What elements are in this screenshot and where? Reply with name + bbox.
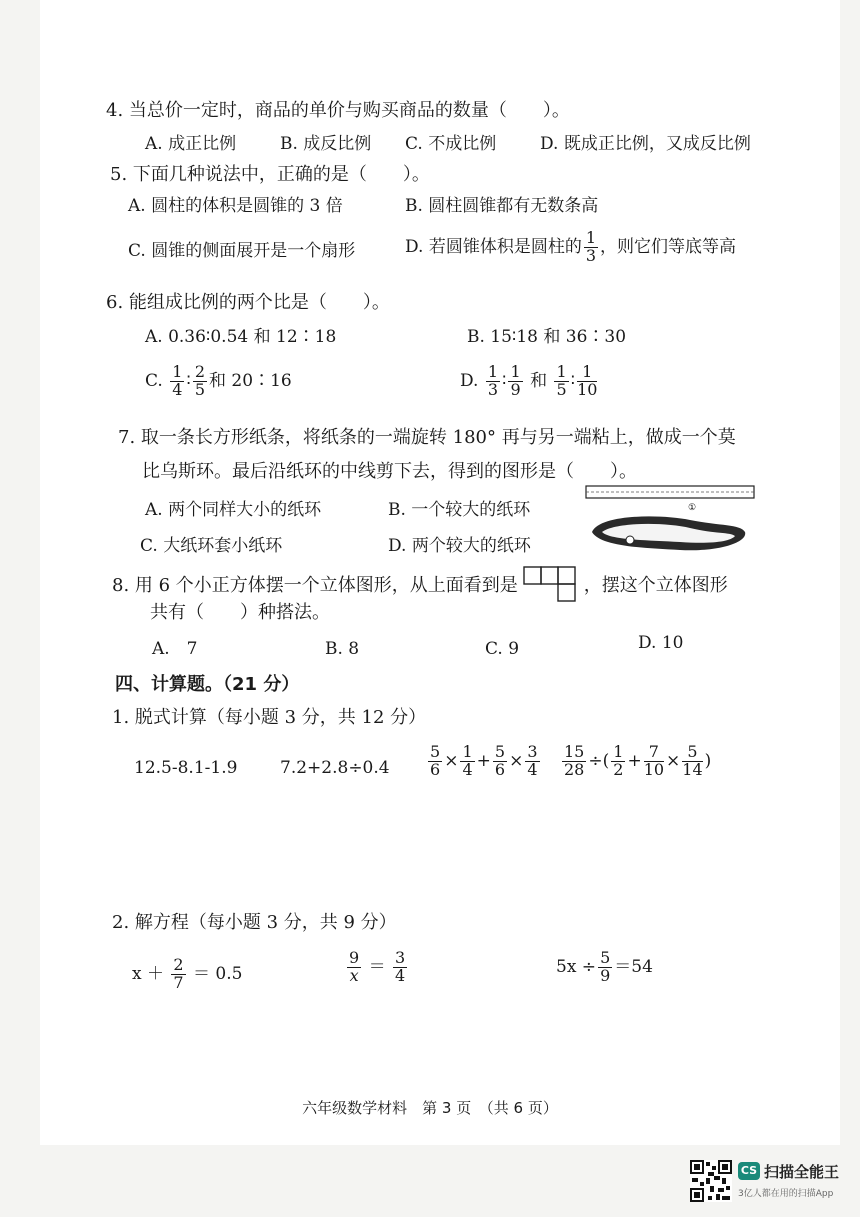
q6-option-a: A. 0.36∶0.54 和 12∶18 — [145, 327, 337, 347]
section-4-subsection-2: 2. 解方程（每小题 3 分，共 9 分） — [112, 912, 397, 933]
mobius-strip-illustration — [580, 480, 760, 560]
question-8-stem-line-2: 共有（ ）种搭法。 — [150, 602, 330, 623]
top-view-figure — [522, 565, 580, 607]
question-8-stem: 8. 用 6 个小正方体摆一个立体图形，从上面看到是 ，摆这个立体图形 — [112, 565, 728, 607]
q6-option-d: D. $\frac{1}{3}$ ∶ $\frac{1}{9}$ 和 $\frac{1}{5}$ ∶ $\frac{1}{10}$ — [460, 362, 598, 399]
question-4-stem: 4. 当总价一定时，商品的单价与购买商品的数量（ ）。 — [106, 100, 570, 121]
section-4-subsection-1: 1. 脱式计算（每小题 3 分，共 12 分） — [112, 707, 427, 728]
question-7-stem-line-2: 比乌斯环。最后沿纸环的中线剪下去，得到的图形是（ ）。 — [142, 461, 637, 482]
q5-option-b: B. 圆柱圆锥都有无数条高 — [405, 196, 599, 216]
q8-option-c: C. 9 — [485, 639, 520, 659]
q5-option-d: D. 若圆锥体积是圆柱的 $\frac{1}{3}$ ，则它们等底等高 — [405, 228, 737, 265]
paper-strip-mark: ① — [688, 503, 697, 513]
scanner-tagline: 3亿人都在用的扫描App — [738, 1189, 834, 1199]
q4-option-c: C. 不成比例 — [405, 134, 497, 154]
q8-option-d: D. 10 — [638, 633, 684, 653]
q4-option-d: D. 既成正比例，又成反比例 — [540, 134, 751, 154]
scanner-app-name: 扫描全能王 — [764, 1163, 840, 1181]
q4-option-b: B. 成反比例 — [280, 134, 372, 154]
q4-option-a: A. 成正比例 — [145, 134, 237, 154]
q7-option-a: A. 两个同样大小的纸环 — [145, 500, 322, 520]
q5-option-a: A. 圆柱的体积是圆锥的 3 倍 — [128, 196, 343, 216]
calc-expression-4: $\frac{15}{28}$ ÷( $\frac{1}{2}$ + $\frac{7}{10}$ × $\frac{5}{14}$ ) — [564, 742, 712, 779]
equation-3: 5x ÷ $\frac{5}{9}$ ＝54 — [556, 948, 653, 985]
q6-option-c: C. $\frac{1}{4}$ ∶ $\frac{2}{5}$ 和 20∶16 — [145, 362, 292, 399]
question-6-stem: 6. 能组成比例的两个比是（ ）。 — [106, 292, 390, 313]
equation-2: $\frac{9}{x}$ ＝ $\frac{3}{4}$ — [349, 948, 406, 985]
question-5-stem: 5. 下面几种说法中，正确的是（ ）。 — [110, 164, 430, 185]
question-7-stem-line-1: 7. 取一条长方形纸条，将纸条的一端旋转 180° 再与另一端粘上，做成一个莫 — [118, 427, 736, 448]
q5-option-c: C. 圆锥的侧面展开是一个扇形 — [128, 241, 356, 261]
q7-option-b: B. 一个较大的纸环 — [388, 500, 531, 520]
calc-expression-3: $\frac{5}{6}$ × $\frac{1}{4}$ + $\frac{5}{6}$ × $\frac{3}{4}$ — [430, 742, 538, 779]
page-footer: 六年级数学材料 第 3 页 （共 6 页） — [302, 1099, 558, 1117]
q6-option-b: B. 15∶18 和 36∶30 — [467, 327, 627, 347]
q7-option-d: D. 两个较大的纸环 — [388, 536, 531, 556]
q8-option-b: B. 8 — [325, 639, 360, 659]
section-4-title: 四、计算题。（21 分） — [115, 674, 300, 695]
camscanner-logo-icon: CS — [738, 1162, 760, 1180]
qr-code-icon — [690, 1160, 732, 1202]
q7-option-c: C. 大纸环套小纸环 — [140, 536, 283, 556]
calc-expression-2: 7.2+2.8÷0.4 — [280, 758, 390, 778]
q8-option-a: A. 7 — [152, 639, 198, 659]
calc-expression-1: 12.5-8.1-1.9 — [134, 758, 238, 778]
equation-1: x ＋ $\frac{2}{7}$ ＝ 0.5 — [132, 955, 243, 992]
